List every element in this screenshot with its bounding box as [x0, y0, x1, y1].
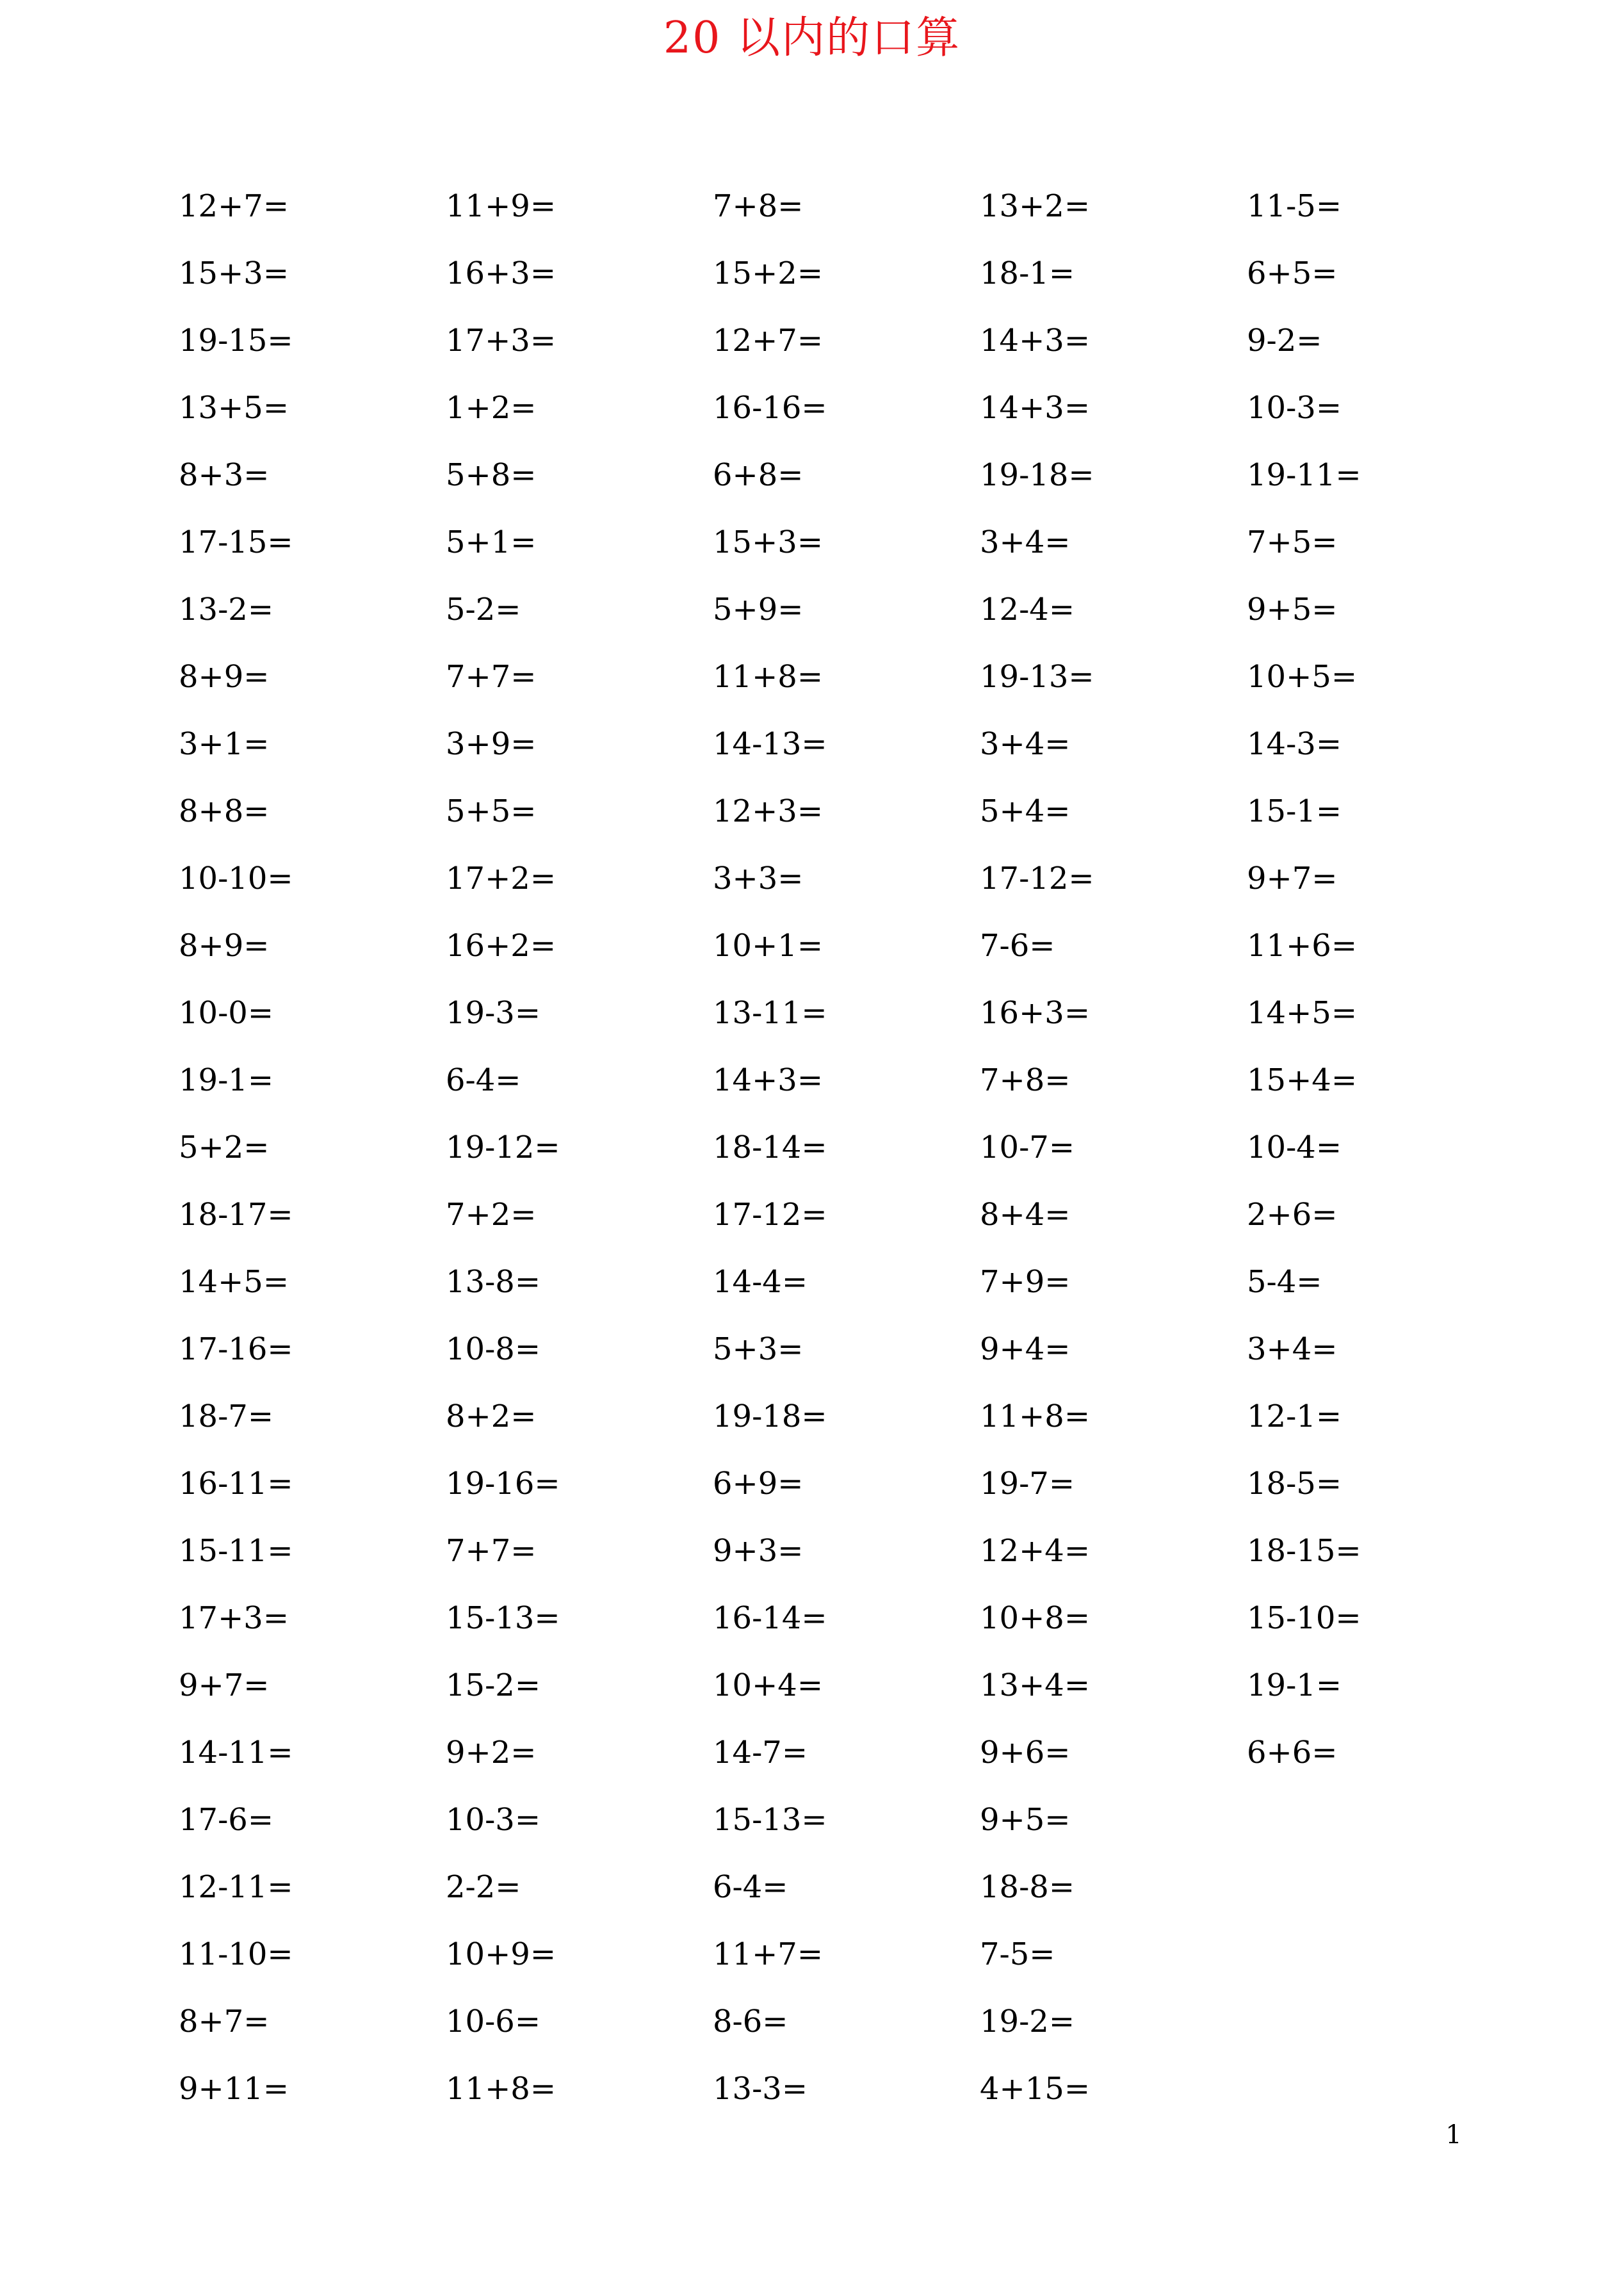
- arithmetic-problem: 17-12=: [713, 1197, 827, 1233]
- arithmetic-problem: 5+4=: [980, 793, 1071, 829]
- arithmetic-problem: 7+7=: [446, 1533, 537, 1569]
- arithmetic-problem: 3+9=: [446, 726, 537, 762]
- arithmetic-problem: 11+8=: [446, 2071, 556, 2107]
- arithmetic-problem: 14-7=: [713, 1735, 808, 1771]
- arithmetic-problem: 15+3=: [713, 524, 824, 560]
- arithmetic-problem: 14+3=: [713, 1062, 824, 1098]
- arithmetic-problem: 19-11=: [1247, 457, 1361, 493]
- arithmetic-problem: 9+2=: [446, 1735, 537, 1771]
- arithmetic-problem: 7+5=: [1247, 524, 1338, 560]
- arithmetic-problem: 16-14=: [713, 1600, 827, 1636]
- arithmetic-problem: 11-5=: [1247, 188, 1342, 224]
- arithmetic-problem: 7+2=: [446, 1197, 537, 1233]
- arithmetic-problem: 13-11=: [713, 995, 827, 1031]
- arithmetic-problem: 10+9=: [446, 1936, 556, 1972]
- arithmetic-problem: 13+4=: [980, 1667, 1091, 1703]
- arithmetic-problem: 16-16=: [713, 390, 827, 426]
- arithmetic-problem: 17-15=: [179, 524, 293, 560]
- arithmetic-problem: 6+9=: [713, 1466, 804, 1502]
- arithmetic-problem: 6+5=: [1247, 255, 1338, 291]
- arithmetic-problem: 18-15=: [1247, 1533, 1361, 1569]
- arithmetic-problem: 15-11=: [179, 1533, 293, 1569]
- arithmetic-problem: 8+4=: [980, 1197, 1071, 1233]
- arithmetic-problem: 18-8=: [980, 1869, 1075, 1905]
- arithmetic-problem: 10+4=: [713, 1667, 824, 1703]
- arithmetic-problem: 11+8=: [713, 659, 824, 695]
- arithmetic-problem: 8+2=: [446, 1399, 537, 1434]
- problem-column: [446, 173, 702, 2123]
- arithmetic-problem: 19-2=: [980, 2004, 1075, 2040]
- problem-column: [179, 173, 435, 2123]
- arithmetic-problem: 14-13=: [713, 726, 827, 762]
- arithmetic-problem: 11+6=: [1247, 928, 1358, 964]
- arithmetic-problem: 2+6=: [1247, 1197, 1338, 1233]
- arithmetic-problem: 13-8=: [446, 1264, 541, 1300]
- arithmetic-problem: 16-11=: [179, 1466, 293, 1502]
- page-number: 1: [1445, 2120, 1462, 2150]
- arithmetic-problem: 5+8=: [446, 457, 537, 493]
- arithmetic-problem: 12-1=: [1247, 1399, 1342, 1434]
- arithmetic-problem: 5+9=: [713, 592, 804, 628]
- arithmetic-problem: 10-6=: [446, 2004, 541, 2040]
- arithmetic-problem: 12+7=: [179, 188, 289, 224]
- arithmetic-problem: 10+5=: [1247, 659, 1358, 695]
- arithmetic-problem: 9+6=: [980, 1735, 1071, 1771]
- arithmetic-problem: 3+4=: [980, 726, 1071, 762]
- arithmetic-problem: 18-14=: [713, 1130, 827, 1165]
- arithmetic-problem: 9+5=: [980, 1802, 1071, 1838]
- arithmetic-problem: 5-2=: [446, 592, 521, 628]
- arithmetic-problem: 13+5=: [179, 390, 289, 426]
- arithmetic-problem: 14+3=: [980, 390, 1091, 426]
- arithmetic-problem: 10-8=: [446, 1331, 541, 1367]
- arithmetic-problem: 10-10=: [179, 861, 293, 896]
- arithmetic-problem: 12+4=: [980, 1533, 1091, 1569]
- arithmetic-problem: 8+9=: [179, 659, 270, 695]
- arithmetic-problem: 12+7=: [713, 323, 824, 359]
- arithmetic-problem: 7+8=: [713, 188, 804, 224]
- arithmetic-problem: 15-10=: [1247, 1600, 1361, 1636]
- arithmetic-problem: 7+9=: [980, 1264, 1071, 1300]
- arithmetic-problem: 11+7=: [713, 1936, 824, 1972]
- arithmetic-problem: 5+3=: [713, 1331, 804, 1367]
- arithmetic-problem: 8-6=: [713, 2004, 788, 2040]
- arithmetic-problem: 9+7=: [1247, 861, 1338, 896]
- arithmetic-problem: 8+9=: [179, 928, 270, 964]
- arithmetic-problem: 9+7=: [179, 1667, 270, 1703]
- problem-column: [1247, 173, 1503, 1787]
- arithmetic-problem: 18-17=: [179, 1197, 293, 1233]
- arithmetic-problem: 4+15=: [980, 2071, 1091, 2107]
- arithmetic-problem: 19-13=: [980, 659, 1094, 695]
- arithmetic-problem: 10-0=: [179, 995, 274, 1031]
- arithmetic-problem: 6+6=: [1247, 1735, 1338, 1771]
- arithmetic-problem: 18-7=: [179, 1399, 274, 1434]
- arithmetic-problem: 11-10=: [179, 1936, 293, 1972]
- arithmetic-problem: 13+2=: [980, 188, 1091, 224]
- arithmetic-problem: 19-16=: [446, 1466, 560, 1502]
- arithmetic-problem: 19-18=: [713, 1399, 827, 1434]
- arithmetic-problem: 19-12=: [446, 1130, 560, 1165]
- arithmetic-problem: 9+4=: [980, 1331, 1071, 1367]
- arithmetic-problem: 3+3=: [713, 861, 804, 896]
- arithmetic-problem: 2-2=: [446, 1869, 521, 1905]
- arithmetic-problem: 10-4=: [1247, 1130, 1342, 1165]
- arithmetic-problem: 15+4=: [1247, 1062, 1358, 1098]
- arithmetic-problem: 3+1=: [179, 726, 270, 762]
- problem-grid: [179, 173, 1523, 2107]
- arithmetic-problem: 13-3=: [713, 2071, 808, 2107]
- arithmetic-problem: 18-1=: [980, 255, 1075, 291]
- arithmetic-problem: 10+1=: [713, 928, 824, 964]
- arithmetic-problem: 9+3=: [713, 1533, 804, 1569]
- arithmetic-problem: 17+3=: [179, 1600, 289, 1636]
- arithmetic-problem: 19-1=: [1247, 1667, 1342, 1703]
- arithmetic-problem: 10-3=: [1247, 390, 1342, 426]
- arithmetic-problem: 8+7=: [179, 2004, 270, 2040]
- arithmetic-problem: 12-4=: [980, 592, 1075, 628]
- arithmetic-problem: 15-13=: [446, 1600, 560, 1636]
- arithmetic-problem: 14+5=: [1247, 995, 1358, 1031]
- arithmetic-problem: 13-2=: [179, 592, 274, 628]
- arithmetic-problem: 7-5=: [980, 1936, 1055, 1972]
- arithmetic-problem: 12+3=: [713, 793, 824, 829]
- arithmetic-problem: 6-4=: [713, 1869, 788, 1905]
- arithmetic-problem: 9-2=: [1247, 323, 1322, 359]
- arithmetic-problem: 16+2=: [446, 928, 556, 964]
- arithmetic-problem: 10-7=: [980, 1130, 1075, 1165]
- arithmetic-problem: 17+2=: [446, 861, 556, 896]
- arithmetic-problem: 12-11=: [179, 1869, 293, 1905]
- arithmetic-problem: 5+2=: [179, 1130, 270, 1165]
- arithmetic-problem: 11+8=: [980, 1399, 1091, 1434]
- arithmetic-problem: 14+5=: [179, 1264, 289, 1300]
- arithmetic-problem: 8+8=: [179, 793, 270, 829]
- arithmetic-problem: 1+2=: [446, 390, 537, 426]
- problem-column: [713, 173, 969, 2123]
- arithmetic-problem: 7+8=: [980, 1062, 1071, 1098]
- arithmetic-problem: 6+8=: [713, 457, 804, 493]
- page-title: 20 以内的口算: [663, 13, 961, 63]
- arithmetic-problem: 7-6=: [980, 928, 1055, 964]
- arithmetic-problem: 15-13=: [713, 1802, 827, 1838]
- arithmetic-problem: 8+3=: [179, 457, 270, 493]
- arithmetic-problem: 5-4=: [1247, 1264, 1322, 1300]
- arithmetic-problem: 3+4=: [980, 524, 1071, 560]
- arithmetic-problem: 19-7=: [980, 1466, 1075, 1502]
- arithmetic-problem: 9+5=: [1247, 592, 1338, 628]
- arithmetic-problem: 19-18=: [980, 457, 1094, 493]
- arithmetic-problem: 15-2=: [446, 1667, 541, 1703]
- arithmetic-problem: 6-4=: [446, 1062, 521, 1098]
- arithmetic-problem: 14-3=: [1247, 726, 1342, 762]
- arithmetic-problem: 19-1=: [179, 1062, 274, 1098]
- arithmetic-problem: 17-16=: [179, 1331, 293, 1367]
- arithmetic-problem: 14-11=: [179, 1735, 293, 1771]
- arithmetic-problem: 9+11=: [179, 2071, 289, 2107]
- problem-column: [980, 173, 1236, 2123]
- arithmetic-problem: 11+9=: [446, 188, 556, 224]
- arithmetic-problem: 15-1=: [1247, 793, 1342, 829]
- arithmetic-problem: 3+4=: [1247, 1331, 1338, 1367]
- arithmetic-problem: 16+3=: [446, 255, 556, 291]
- arithmetic-problem: 15+3=: [179, 255, 289, 291]
- arithmetic-problem: 10-3=: [446, 1802, 541, 1838]
- arithmetic-problem: 17-12=: [980, 861, 1094, 896]
- arithmetic-problem: 17-6=: [179, 1802, 274, 1838]
- arithmetic-problem: 7+7=: [446, 659, 537, 695]
- arithmetic-problem: 14-4=: [713, 1264, 808, 1300]
- arithmetic-problem: 19-15=: [179, 323, 293, 359]
- arithmetic-problem: 17+3=: [446, 323, 556, 359]
- arithmetic-problem: 5+5=: [446, 793, 537, 829]
- arithmetic-problem: 18-5=: [1247, 1466, 1342, 1502]
- arithmetic-problem: 16+3=: [980, 995, 1091, 1031]
- arithmetic-problem: 10+8=: [980, 1600, 1091, 1636]
- arithmetic-problem: 5+1=: [446, 524, 537, 560]
- arithmetic-problem: 19-3=: [446, 995, 541, 1031]
- arithmetic-problem: 14+3=: [980, 323, 1091, 359]
- arithmetic-problem: 15+2=: [713, 255, 824, 291]
